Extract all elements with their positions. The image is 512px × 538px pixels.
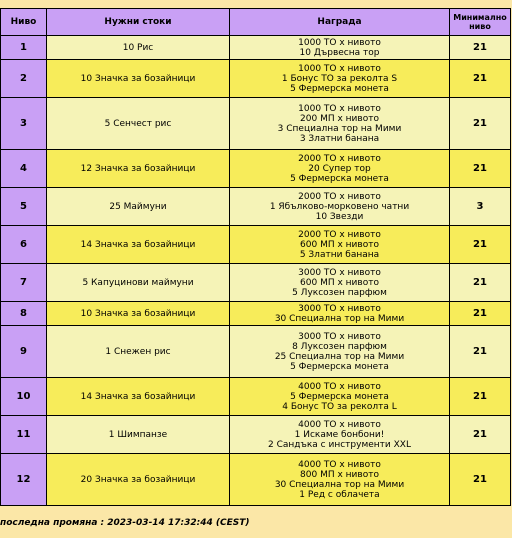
reward-line: 30 Специална тор на Мими — [274, 479, 405, 490]
table-row — [1, 36, 511, 60]
reward-line: 8 Луксозен парфюм — [292, 341, 387, 352]
level-cell: 6 — [1, 226, 47, 264]
level-cell: 5 — [1, 188, 47, 226]
table-row — [1, 188, 511, 226]
reward-line: 4000 ТО x нивото — [298, 381, 381, 392]
reward-cell — [230, 36, 450, 60]
reward-line: 2 Сандъка с инструменти XXL — [268, 439, 411, 450]
reward-line: 600 МП x нивото — [300, 277, 379, 288]
goods-cell: 14 Значка за бозайници — [47, 226, 230, 264]
table-row — [1, 302, 511, 326]
reward-line: 25 Специална тор на Мими — [274, 351, 405, 362]
reward-cell — [230, 416, 450, 454]
min-level-cell: 3 — [450, 188, 511, 226]
reward-line: 1 Ред с облачета — [299, 489, 380, 500]
reward-line: 1000 ТО x нивото — [298, 37, 381, 48]
reward-line: 3000 ТО x нивото — [298, 267, 381, 278]
goods-cell: 10 Значка за бозайници — [47, 60, 230, 98]
table-row — [1, 60, 511, 98]
reward-cell — [230, 378, 450, 416]
min-level-cell: 21 — [450, 60, 511, 98]
reward-cell — [230, 188, 450, 226]
reward-line: 2000 ТО x нивото — [298, 153, 381, 164]
min-level-cell: 21 — [450, 454, 511, 506]
goods-cell: 12 Значка за бозайници — [47, 150, 230, 188]
reward-line: 3000 ТО x нивото — [298, 303, 381, 314]
reward-line: 5 Златни банана — [299, 249, 380, 260]
reward-line: 4000 ТО x нивото — [298, 459, 381, 470]
min-level-cell: 21 — [450, 98, 511, 150]
goods-cell: 10 Рис — [47, 36, 230, 60]
header-goods: Нужни стоки — [47, 9, 230, 36]
header-reward: Награда — [230, 9, 450, 36]
min-level-cell: 21 — [450, 326, 511, 378]
goods-cell: 10 Значка за бозайници — [47, 302, 230, 326]
reward-cell — [230, 60, 450, 98]
reward-line: 1 Ябълково-морковено чатни — [269, 201, 410, 212]
reward-line: 5 Луксозен парфюм — [292, 287, 387, 298]
goods-cell: 14 Значка за бозайници — [47, 378, 230, 416]
goods-cell: 1 Шимпанзе — [47, 416, 230, 454]
level-cell: 8 — [1, 302, 47, 326]
table-row — [1, 416, 511, 454]
reward-line: 3 Златни банана — [299, 133, 380, 144]
last-modified-note: последна промяна : 2023-03-14 17:32:44 (CEST) — [0, 518, 250, 528]
reward-cell — [230, 226, 450, 264]
min-level-cell: 21 — [450, 302, 511, 326]
reward-line: 200 МП x нивото — [300, 113, 379, 124]
reward-line: 30 Специална тор на Мими — [274, 313, 405, 324]
level-cell: 1 — [1, 36, 47, 60]
reward-line: 3000 ТО x нивото — [298, 331, 381, 342]
reward-line: 5 Фермерска монета — [290, 391, 389, 402]
table-header-row — [1, 9, 511, 36]
table-row — [1, 378, 511, 416]
level-cell: 11 — [1, 416, 47, 454]
reward-line: 4000 ТО x нивото — [298, 419, 381, 430]
header-min-level: Минимално ниво — [450, 9, 511, 36]
reward-line: 2000 ТО x нивото — [298, 191, 381, 202]
table-row — [1, 264, 511, 302]
goods-cell: 5 Капуцинови маймуни — [47, 264, 230, 302]
level-cell: 9 — [1, 326, 47, 378]
goods-cell: 25 Маймуни — [47, 188, 230, 226]
min-level-cell: 21 — [450, 378, 511, 416]
reward-cell — [230, 326, 450, 378]
goods-cell: 20 Значка за бозайници — [47, 454, 230, 506]
table-row — [1, 226, 511, 264]
reward-line: 1000 ТО x нивото — [298, 63, 381, 74]
min-level-cell: 21 — [450, 150, 511, 188]
header-level: Ниво — [1, 9, 47, 36]
reward-cell — [230, 264, 450, 302]
min-level-cell: 21 — [450, 416, 511, 454]
reward-cell — [230, 302, 450, 326]
table-body — [1, 36, 511, 506]
reward-line: 1 Бонус ТО за реколта S — [281, 73, 398, 84]
table-row — [1, 150, 511, 188]
reward-cell — [230, 454, 450, 506]
rewards-table — [0, 8, 511, 506]
reward-line: 4 Бонус ТО за реколта L — [282, 401, 397, 412]
reward-line: 5 Фермерска монета — [290, 361, 389, 372]
reward-line: 2000 ТО x нивото — [298, 229, 381, 240]
reward-line: 800 МП x нивото — [300, 469, 379, 480]
goods-cell: 5 Сенчест рис — [47, 98, 230, 150]
table-row — [1, 326, 511, 378]
level-cell: 7 — [1, 264, 47, 302]
level-cell: 2 — [1, 60, 47, 98]
level-cell: 3 — [1, 98, 47, 150]
reward-cell — [230, 150, 450, 188]
min-level-cell: 21 — [450, 36, 511, 60]
reward-line: 1000 ТО x нивото — [298, 103, 381, 114]
reward-cell — [230, 98, 450, 150]
reward-line: 20 Супер тор — [308, 163, 371, 174]
reward-line: 1 Искаме бонбони! — [294, 429, 385, 440]
level-cell: 12 — [1, 454, 47, 506]
reward-line: 10 Дървесна тор — [299, 47, 380, 58]
reward-line: 5 Фермерска монета — [290, 173, 389, 184]
table-row — [1, 98, 511, 150]
reward-line: 3 Специална тор на Мими — [277, 123, 402, 134]
goods-cell: 1 Снежен рис — [47, 326, 230, 378]
reward-line: 5 Фермерска монета — [290, 83, 389, 94]
min-level-cell: 21 — [450, 264, 511, 302]
reward-line: 10 Звезди — [315, 211, 364, 222]
reward-line: 600 МП x нивото — [300, 239, 379, 250]
table-row — [1, 454, 511, 506]
level-cell: 10 — [1, 378, 47, 416]
level-cell: 4 — [1, 150, 47, 188]
min-level-cell: 21 — [450, 226, 511, 264]
